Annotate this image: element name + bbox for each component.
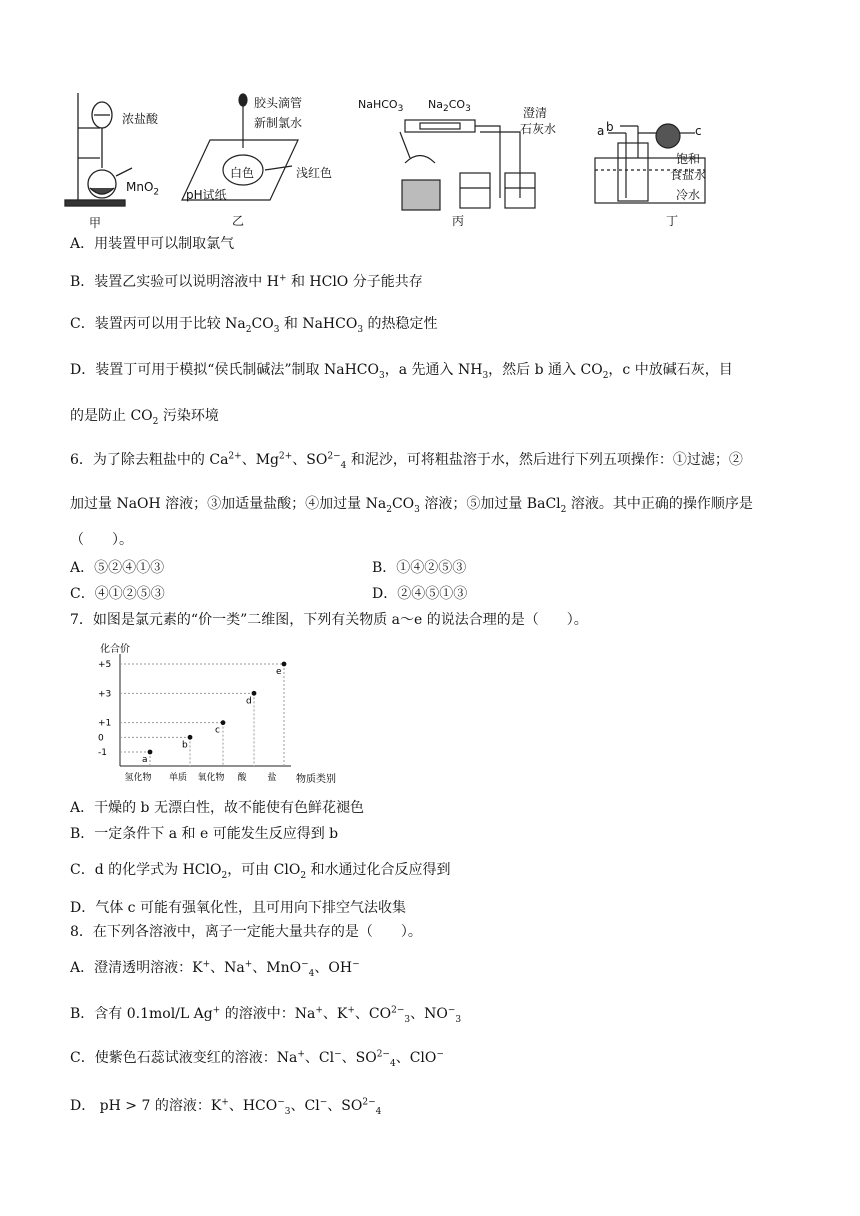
chart-ylabel: 化合价: [100, 644, 130, 655]
ding-b: b: [606, 120, 614, 134]
y-tick-label: +5: [98, 660, 112, 670]
q8-option-b: B．含有 0.1mol/L Ag+ 的溶液中：Na+、K+、$CO^{2-}_3$、$NO^-_3$: [70, 1005, 462, 1025]
q7-stem: 7．如图是氯元素的“价一类”二维图，下列有关物质 a～e 的说法合理的是（ ）。: [70, 612, 588, 628]
point-label-c: c: [215, 725, 220, 736]
q5-option-a: A．用装置甲可以制取氯气: [70, 236, 235, 252]
point-d: [252, 691, 257, 696]
q5-option-d-line1: D．装置丁可用于模拟“侯氏制碱法”制取 NaHCO$_3$，a 先通入 $NH_3$，然后 b 通入 $CO_2$，c 中放碱石灰，目: [70, 362, 733, 381]
q6-option-d: D．②④⑤①③: [372, 586, 468, 602]
q6-stem-line1: 6．为了除去粗盐中的 $Ca^{2+}$、$Mg^{2+}$、$SO^{2-}_4$ 和泥沙，可将粗盐溶于水，然后进行下列五项操作：①过滤；②: [70, 451, 743, 471]
y-tick-label: +3: [98, 689, 112, 700]
bing-caption: 丙: [452, 214, 465, 228]
ding-salt1: 饱和: [676, 152, 701, 166]
point-label-a: a: [142, 755, 148, 765]
q7-option-a: A．干燥的 b 无漂白性，故不能使有色鲜花褪色: [70, 800, 364, 816]
q7-option-b: B．一定条件下 a 和 e 可能发生反应得到 b: [70, 826, 339, 842]
point-label-b: b: [182, 740, 188, 751]
ding-a: a: [597, 124, 605, 138]
bing-lime1: 澄清: [523, 106, 548, 120]
ding-salt2: 食盐水: [670, 168, 707, 182]
q6-option-a: A．⑤②④①③: [70, 560, 165, 576]
jia-reagent-top: 浓盐酸: [122, 112, 159, 126]
q6-stem-line3: （ ）。: [70, 532, 133, 548]
q5-option-b: B．装置乙实验可以说明溶液中 H+ 和 HClO 分子能共存: [70, 273, 423, 290]
q5-option-d-line2: 的是防止 $CO_2$ 污染环境: [70, 408, 219, 427]
point-label-d: d: [246, 696, 252, 707]
x-category-label: 单质: [168, 773, 188, 783]
x-category-label: 氧化物: [197, 773, 225, 783]
point-c: [221, 720, 226, 725]
point-e: [282, 662, 287, 667]
y-tick-label: +1: [98, 718, 112, 729]
q6-option-b: B．①④②⑤③: [372, 560, 467, 576]
point-label-e: e: [276, 667, 282, 677]
point-a: [148, 750, 153, 755]
yi-outer: 浅红色: [296, 166, 333, 180]
y-tick-label: -1: [98, 748, 107, 758]
q8-option-c: C．使紫色石蕊试液变红的溶液：Na+、Cl−、$SO^{2-}_4$、ClO−: [70, 1049, 444, 1069]
q8-option-d: D． pH > 7 的溶液：K+、$HCO^-_3$、Cl−、$SO^{2-}_4$: [70, 1097, 382, 1117]
bing-right-label: $Na_2CO_3$: [428, 98, 471, 115]
x-category-label: 盐: [267, 773, 277, 783]
yi-reagent: 新制氯水: [254, 116, 303, 130]
chart-xlabel: 物质类别: [296, 774, 336, 785]
ding-caption: 丁: [666, 214, 679, 228]
jia-reagent-bottom: MnO$_2$: [126, 180, 160, 198]
jia-caption: 甲: [89, 216, 102, 230]
y-tick-label: 0: [98, 733, 104, 744]
yi-paper: pH试纸: [186, 188, 227, 202]
q8-option-a: A．澄清透明溶液：K+、Na+、MnO−$_4$、OH−: [70, 959, 360, 979]
yi-caption: 乙: [232, 214, 245, 228]
ding-cold: 冷水: [676, 188, 701, 202]
ding-c: c: [695, 124, 702, 138]
point-b: [188, 735, 193, 740]
bing-lime2: 石灰水: [520, 122, 557, 136]
bing-left-label: NaHCO$_3$: [358, 98, 404, 115]
q6-stem-line2: 加过量 NaOH 溶液；③加适量盐酸；④加过量 $Na_2CO_3$ 溶液；⑤加过量 BaCl$_2$ 溶液。其中正确的操作顺序是: [70, 496, 753, 515]
q6-option-c: C．④①②⑤③: [70, 586, 165, 602]
apparatus-bing: [400, 120, 535, 210]
q8-stem: 8．在下列各溶液中，离子一定能大量共存的是（ ）。: [70, 924, 422, 940]
x-category-label: 氢化物: [124, 773, 152, 783]
yi-center: 白色: [230, 166, 255, 180]
valence-class-chart: [96, 640, 356, 790]
yi-dropper: 胶头滴管: [254, 96, 303, 110]
q7-option-d: D．气体 c 可能有强氧化性，且可用向下排空气法收集: [70, 900, 406, 916]
q5-option-c: C．装置丙可以用于比较 $Na_2CO_3$ 和 NaHCO$_3$ 的热稳定性: [70, 316, 438, 335]
q7-option-c: C．d 的化学式为 HClO$_2$，可由 ClO$_2$ 和水通过化合反应得到: [70, 862, 451, 881]
x-category-label: 酸: [237, 773, 247, 783]
